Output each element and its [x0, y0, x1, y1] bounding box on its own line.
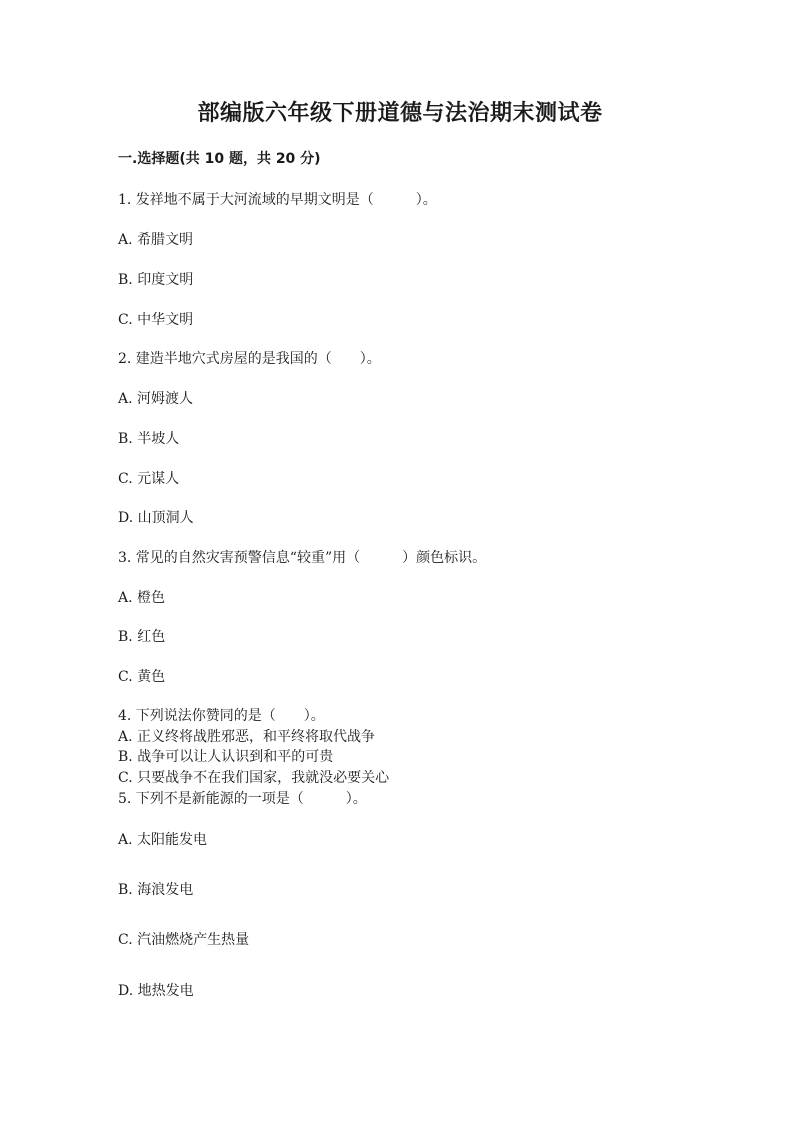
q3-option-c: C. 黄色: [118, 669, 166, 685]
q5-option-d: D. 地热发电: [118, 983, 194, 999]
q2-option-d: D. 山顶洞人: [118, 510, 194, 526]
q1-option-b: B. 印度文明: [118, 272, 194, 288]
q1-option-c: C. 中华文明: [118, 312, 194, 328]
q4-option-b: B. 战争可以让人认识到和平的可贵: [118, 749, 334, 765]
question-3: 3. 常见的自然灾害预警信息“较重”用（ ）颜色标识。: [118, 550, 487, 566]
q5-option-a: A. 太阳能发电: [118, 832, 208, 848]
q4-option-c: C. 只要战争不在我们国家，我就没必要关心: [118, 770, 390, 786]
q5-option-c: C. 汽油燃烧产生热量: [118, 932, 250, 948]
q2-option-b: B. 半坡人: [118, 431, 180, 447]
question-2: 2. 建造半地穴式房屋的是我国的（ ）。: [118, 351, 381, 367]
q1-option-a: A. 希腊文明: [118, 232, 194, 248]
q3-option-a: A. 橙色: [118, 590, 166, 606]
q2-option-a: A. 河姆渡人: [118, 391, 194, 407]
question-5: 5. 下列不是新能源的一项是（ ）。: [118, 791, 367, 807]
q2-option-c: C. 元谋人: [118, 471, 180, 487]
question-1: 1. 发祥地不属于大河流域的早期文明是（ ）。: [118, 192, 437, 208]
section-heading: 一.选择题(共 10 题，共 20 分): [118, 151, 321, 167]
question-4: 4. 下列说法你赞同的是（ ）。: [118, 708, 325, 724]
page-title: 部编版六年级下册道德与法治期末测试卷: [197, 101, 603, 126]
q4-option-a: A. 正义终将战胜邪恶，和平终将取代战争: [118, 729, 376, 745]
q3-option-b: B. 红色: [118, 629, 166, 645]
q5-option-b: B. 海浪发电: [118, 882, 194, 898]
